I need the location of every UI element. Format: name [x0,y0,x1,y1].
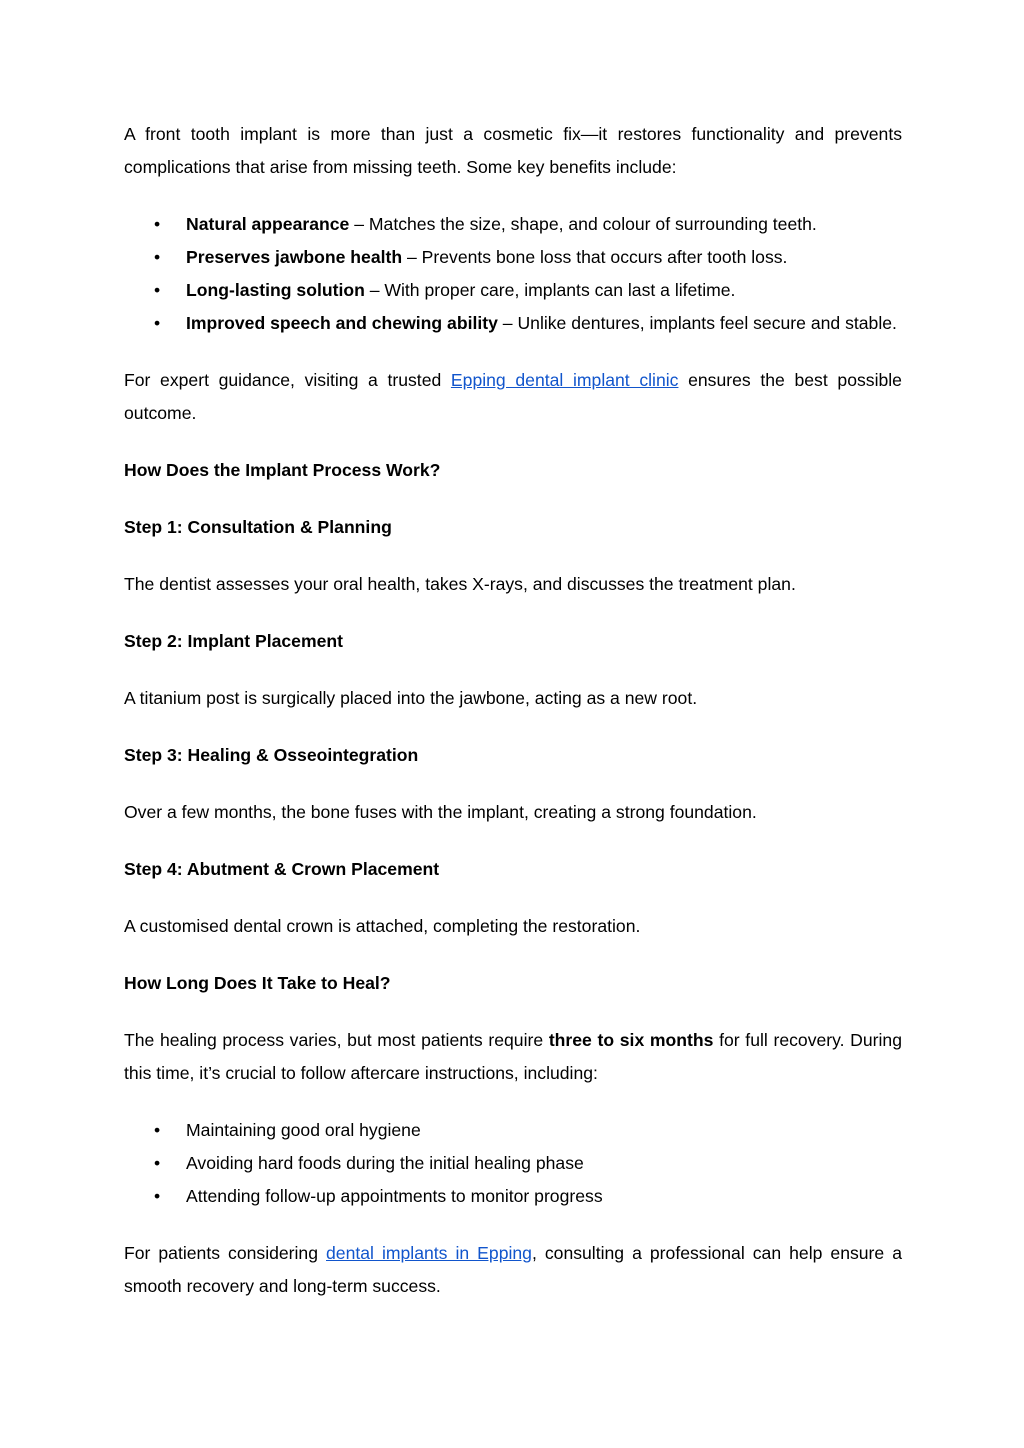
step-4-text: A customised dental crown is attached, completing the restoration. [124,916,641,936]
guidance-paragraph [124,364,902,430]
benefit-desc: – Unlike dentures, implants feel secure and stable. [497,313,897,333]
closing-paragraph [124,1237,902,1303]
list-item [124,208,902,241]
benefit-desc: – Prevents bone loss that occurs after tooth loss. [402,247,788,267]
process-heading: How Does the Implant Process Work? [124,460,441,480]
guidance-text: For expert guidance, visiting a trusted [124,370,451,390]
heal-text: The healing process varies, but most patients require [124,1030,549,1050]
benefits-list [124,208,902,340]
list-item [124,307,902,340]
list-item [124,241,902,274]
dental-implants-epping-link[interactable]: dental implants in Epping [326,1243,532,1263]
step-1-text: The dentist assesses your oral health, takes X-rays, and discusses the treatment plan. [124,574,796,594]
step-2-text: A titanium post is surgically placed into the jawbone, acting as a new root. [124,688,698,708]
benefit-desc: – Matches the size, shape, and colour of surrounding teeth. [349,214,817,234]
closing-text: For patients considering [124,1243,327,1263]
aftercare-list [124,1114,902,1213]
step-2-heading: Step 2: Implant Placement [124,631,344,651]
heal-heading: How Long Does It Take to Heal? [124,973,391,993]
benefit-term: Long-lasting solution [186,280,365,300]
heal-duration: three to six months [548,1030,714,1050]
benefit-term: Natural appearance [186,214,350,234]
epping-clinic-link[interactable]: Epping dental implant clinic [450,370,679,390]
step-1-heading: Step 1: Consultation & Planning [124,517,392,537]
step-3-text: Over a few months, the bone fuses with the implant, creating a strong foundation. [124,802,757,822]
intro-paragraph: A front tooth implant is more than just a cosmetic fix—it restores functionality and prevents complications that arise from missing teeth. Some key benefits include: [124,124,902,177]
heal-paragraph [124,1024,902,1090]
step-4-heading: Step 4: Abutment & Crown Placement [124,859,440,879]
list-item: • Avoiding hard foods during the initial healing phase [124,1147,902,1180]
step-3-heading: Step 3: Healing & Osseointegration [124,745,419,765]
list-item: • Attending follow-up appointments to monitor progress [124,1180,902,1213]
document-page [124,118,902,1327]
benefit-term: Preserves jawbone health [186,247,403,267]
heal-text-end: for full recovery. During this time, it’s crucial to follow aftercare instructions, including: [124,1030,903,1083]
benefit-term: Improved speech and chewing ability [186,313,498,333]
list-item: • Maintaining good oral hygiene [124,1114,902,1147]
list-item [124,274,902,307]
closing-text-end: , consulting a professional can help ensure a smooth recovery and long-term success. [124,1243,902,1296]
guidance-text-end: ensures the best possible outcome. [124,370,902,423]
benefit-desc: – With proper care, implants can last a lifetime. [364,280,736,300]
